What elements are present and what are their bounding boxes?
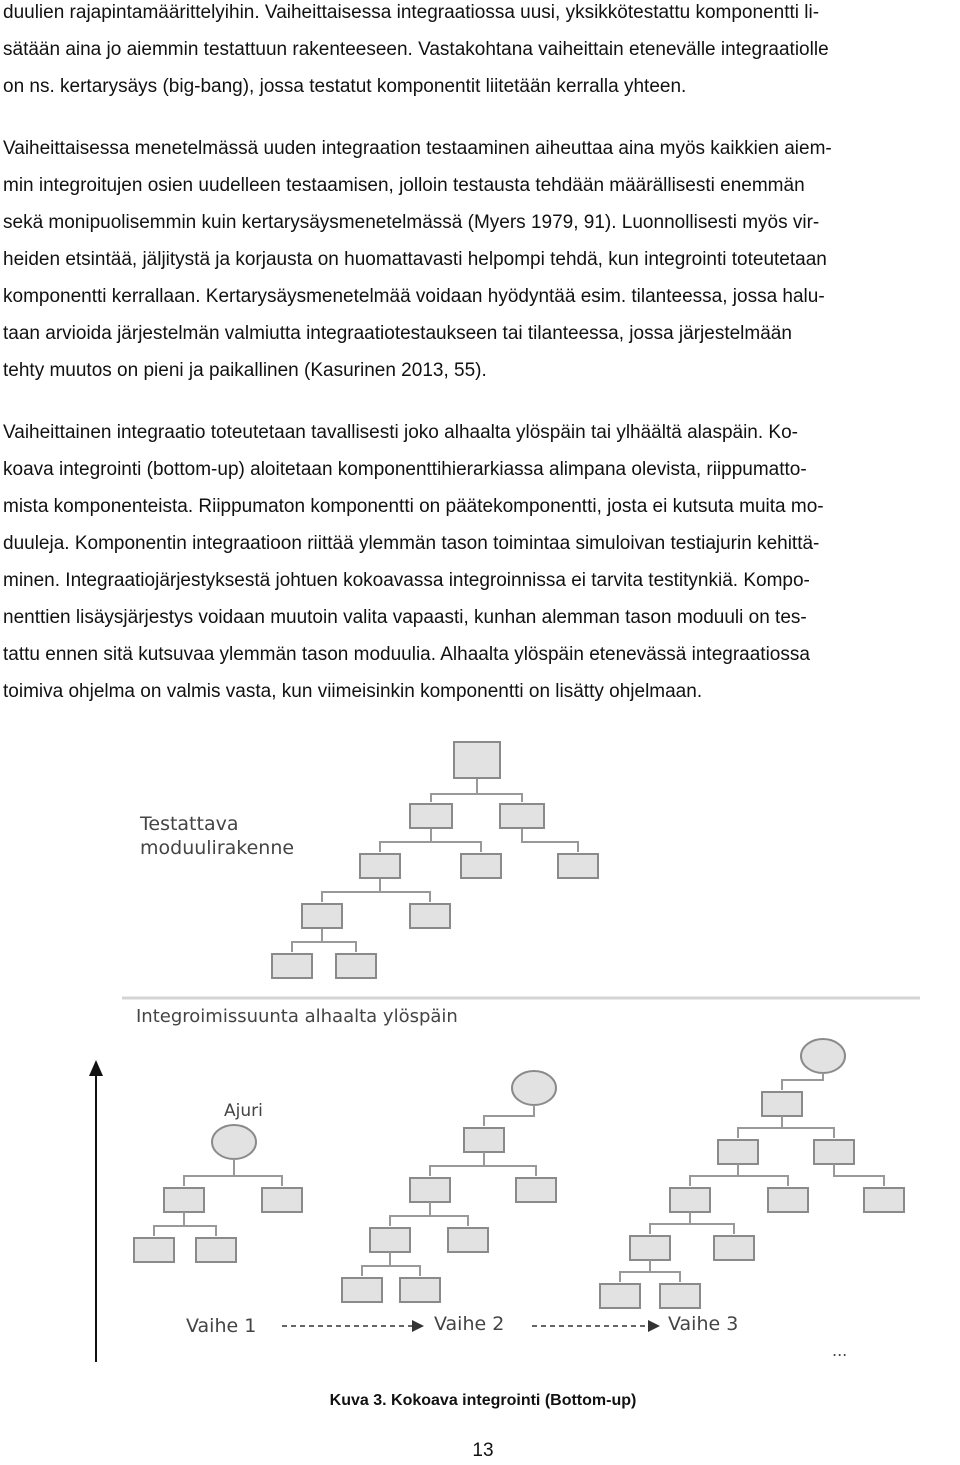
bottom-up-integration-figure [0,730,960,1370]
module-box [814,1140,854,1164]
module-box [262,1188,302,1212]
module-box [134,1238,174,1262]
page-number: 13 [472,1440,494,1461]
continuation-ellipsis: ... [832,1341,848,1360]
module-box [410,904,450,928]
module-box [360,854,400,878]
stage-3-structure [600,1039,904,1308]
module-box [768,1188,808,1212]
text-line: komponentti kerrallaan. Kertarysäysmenetelmää voidaan hyödyntää esim. tilanteessa, jossa halu- [3,286,825,307]
module-box [660,1284,700,1308]
module-box [516,1178,556,1202]
stage-label: Vaihe 1 [186,1315,257,1337]
module-box [762,1092,802,1116]
text-line: duuleja. Komponentin integraatioon riittää ylemmän tason toimintaa simuloivan testiajurin kehittä- [3,533,820,554]
tree-label-line2: moduulirakenne [140,837,295,859]
stage-2-structure [342,1071,556,1302]
module-box [272,954,312,978]
module-box [196,1238,236,1262]
text-line: koava integrointi (bottom-up) aloitetaan komponenttihierarkiassa alimpana olevista, riippumatto- [3,459,807,480]
module-box [370,1228,410,1252]
module-box [454,742,500,778]
tree-label-line1: Testattava [140,813,239,835]
module-box [336,954,376,978]
stage-label: Vaihe 2 [434,1313,505,1335]
driver-label: Ajuri [224,1101,263,1121]
stage-1-structure [134,1101,302,1262]
module-box [464,1128,504,1152]
module-box [461,854,501,878]
module-box [630,1236,670,1260]
text-line: nenttien lisäysjärjestys voidaan muutoin valita vapaasti, kunhan alemman tason moduuli on tes- [3,607,807,628]
text-line: min integroitujen osien uudelleen testaamisen, jolloin testausta tehdään määrällisesti enemmän [3,175,805,196]
module-box [670,1188,710,1212]
text-line: toimiva ohjelma on valmis vasta, kun viimeisinkin komponentti on lisätty ohjelmaan. [3,681,703,702]
driver-node [512,1071,556,1105]
module-box [164,1188,204,1212]
driver-node [212,1125,256,1159]
module-box [864,1188,904,1212]
text-line: tehty muutos on pieni ja paikallinen (Kasurinen 2013, 55). [3,360,487,381]
text-line: on ns. kertarysäys (big-bang), jossa testatut komponentit liitetään kerralla yhteen. [3,76,687,97]
dashed-arrow-icon [282,1320,424,1332]
text-line: Vaiheittainen integraatio toteutetaan tavallisesti joko alhaalta ylöspäin tai ylhäältä alaspäin. Ko- [3,422,798,443]
text-line: sekä monipuolisemmin kuin kertarysäysmenetelmässä (Myers 1979, 91). Luonnollisesti myös vir- [3,212,820,233]
text-line: duulien rajapintamäärittelyihin. Vaiheittaisessa integraatiossa uusi, yksikkötestattu komponentti li- [3,2,820,23]
text-line: heiden etsintää, jäljitystä ja korjausta on huomattavasti helpompi tehdä, kun integrointi toteutetaan [3,249,827,270]
up-arrow-icon [89,1060,103,1362]
module-structure-tree [272,742,598,978]
dashed-arrow-icon [532,1320,660,1332]
module-box [342,1278,382,1302]
text-line: tattu ennen sitä kutsuvaa ylemmän tason moduulia. Alhaalta ylöspäin etenevässä integraatiossa [3,644,810,665]
text-line: minen. Integraatiojärjestyksestä johtuen kokoavassa integroinnissa ei tarvita testitynkiä. Kompo- [3,570,810,591]
direction-label: Integroimissuunta alhaalta ylöspäin [136,1006,458,1027]
module-box [600,1284,640,1308]
module-box [718,1140,758,1164]
stage-label: Vaihe 3 [668,1313,739,1335]
driver-node [801,1039,845,1073]
module-box [302,904,342,928]
text-line: taan arvioida järjestelmän valmiutta integraatiotestaukseen tai tilanteessa, jossa järjestelmään [3,323,792,344]
module-box [558,854,598,878]
figure-caption: Kuva 3. Kokoava integrointi (Bottom-up) [329,1392,637,1409]
module-box [410,1178,450,1202]
module-box [410,804,452,828]
text-line: Vaiheittaisessa menetelmässä uuden integraation testaaminen aiheuttaa aina myös kaikkien aiem- [3,138,832,159]
module-box [500,804,544,828]
module-box [448,1228,488,1252]
text-line: sätään aina jo aiemmin testattuun rakenteeseen. Vastakohtana vaiheittain etenevälle integraatiolle [3,39,829,60]
module-box [714,1236,754,1260]
text-line: mista komponenteista. Riippumaton komponentti on päätekomponentti, josta ei kutsuta muita mo- [3,496,824,517]
module-box [400,1278,440,1302]
